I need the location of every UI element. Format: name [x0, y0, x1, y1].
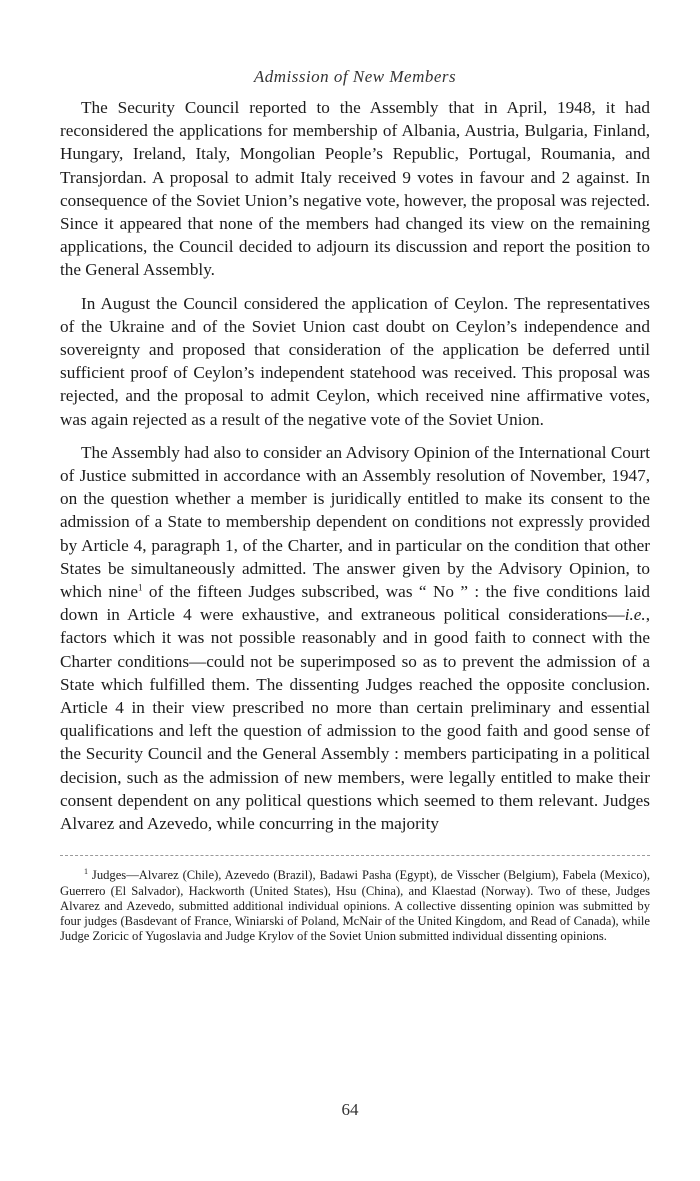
footnote-divider: [60, 855, 650, 856]
footnote-text: Judges—Alvarez (Chile), Azevedo (Brazil), Badawi Pasha (Egypt), de Visscher (Belgium), Fabela (Mexico), Guerrero (El Salvador), Hackworth (United States), Hsu (China), and Klaestad (Norway). Two of these, Judges Alvarez and Azevedo, submitted additional individual opinions. A collective dissenting opinion was submitted by four judges (Basdevant of France, Winiarski of Poland, McNair of the United Kingdom, and Read of Canada), while Judge Zoricic of Yugoslavia and Judge Krylov of the Soviet Union submitted individual dissenting opinions.: [60, 868, 650, 944]
ie-abbreviation: i.e.: [624, 605, 646, 625]
paragraph-3-part-2: of the fifteen Judges subscribed, was “ No ” : the five conditions laid down in Article 4 were exhaustive, and extraneous political considerations—: [60, 582, 650, 625]
running-head: Admission of New Members: [253, 67, 457, 86]
footnote-reference: 1: [138, 582, 143, 593]
paragraph-3: [60, 441, 650, 835]
footnote-marker: 1: [84, 867, 88, 877]
paragraph-2: In August the Council considered the application of Ceylon. The representatives of the Ukraine and of the Soviet Union cast doubt on Ceylon’s independence and sovereignty and proposed that consideration of the application be deferred until sufficient proof of Ceylon’s independent statehood was received. This proposal was rejected, and the proposal to admit Ceylon, which received nine affirmative votes, was again rejected as a result of the negative vote of the Soviet Union.: [60, 293, 650, 429]
footnote: [60, 868, 650, 944]
paragraph-1: The Security Council reported to the Assembly that in April, 1948, it had reconsidered the applications for membership of Albania, Austria, Bulgaria, Finland, Hungary, Ireland, Italy, Mongolian People’s Republic, Portugal, Roumania, and Transjordan. A proposal to admit Italy received 9 votes in favour and 2 against. In consequence of the Soviet Union’s negative vote, however, the proposal was rejected. Since it appeared that none of the members had changed its view on the remaining applications, the Council decided to adjourn its discussion and report the position to the General Assembly.: [60, 98, 650, 280]
page-number: 64: [341, 1100, 359, 1119]
paragraph-3-part-1: The Assembly had also to consider an Advisory Opinion of the International Court of Justice submitted in accordance with an Assembly resolution of November, 1947, on the question whether a member is juridically entitled to make its consent to the admission of a State to membership dependent on conditions not expressly provided by Article 4, paragraph 1, of the Charter, and in particular on the condition that other States be simultaneously admitted. The answer given by the Advisory Opinion, to which nine: [60, 442, 650, 602]
page-body: [60, 66, 650, 944]
paragraph-3-part-3: , factors which it was not possible reasonably and in good faith to connect with the Charter conditions—could not be superimposed so as to prevent the admission of a State which fulfilled them. The dissenting Judges reached the opposite conclusion. Article 4 in their view prescribed no more than certain preliminary and essential qualifications and left the question of admission to the good faith and good sense of the Security Council and the General Assembly : members participating in a political decision, such as the admission of new members, were legally entitled to make their consent dependent on any political questions which seemed to them relevant. Judges Alvarez and Azevedo, while concurring in the majority: [60, 605, 650, 834]
